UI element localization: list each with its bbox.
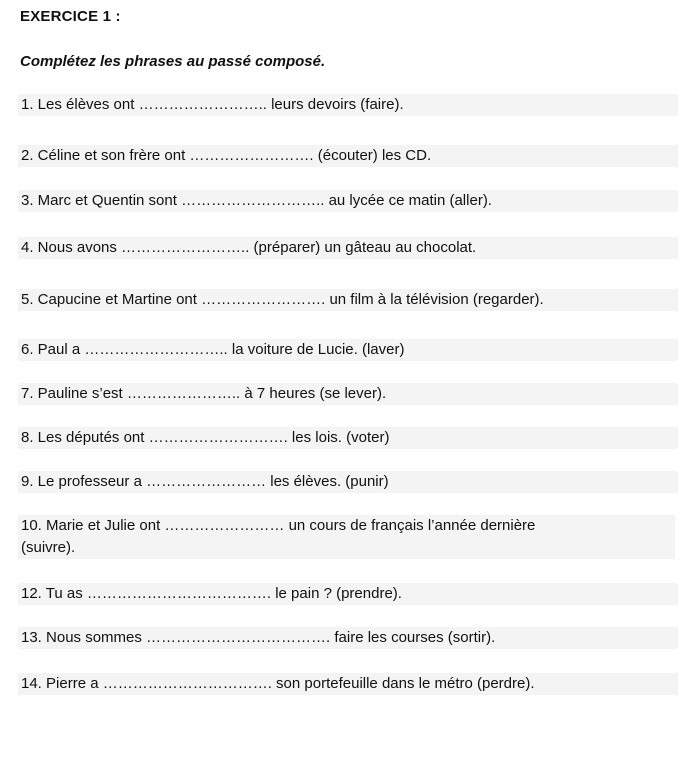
sentence-7: 7. Pauline s’est ………………….. à 7 heures (se lever). — [18, 383, 678, 405]
sentence-10 — [18, 515, 678, 559]
sentence-12: 12. Tu as ………………………………. le pain ? (prendre). — [18, 583, 678, 605]
exercise-title: EXERCICE 1 : — [20, 8, 121, 25]
sentence-9: 9. Le professeur a …………………… les élèves. (punir) — [18, 471, 678, 493]
sentence-4: 4. Nous avons …………………….. (préparer) un gâteau au chocolat. — [18, 237, 678, 259]
sentence-1: 1. Les élèves ont …………………….. leurs devoirs (faire). — [18, 94, 678, 116]
sentence-6: 6. Paul a ……………………….. la voiture de Lucie. (laver) — [18, 339, 678, 361]
sentence-2: 2. Céline et son frère ont ……………………. (écouter) les CD. — [18, 145, 678, 167]
sentence-13: 13. Nous sommes ………………………………. faire les courses (sortir). — [18, 627, 678, 649]
sentence-8: 8. Les députés ont ………………………. les lois. (voter) — [18, 427, 678, 449]
sentence-10-line-2: (suivre). — [18, 537, 675, 559]
sentence-10-line-1: 10. Marie et Julie ont …………………… un cours de français l’année dernière — [18, 515, 675, 537]
sentence-14: 14. Pierre a ……………………………. son portefeuille dans le métro (perdre). — [18, 673, 678, 695]
sentence-3: 3. Marc et Quentin sont ……………………….. au lycée ce matin (aller). — [18, 190, 678, 212]
exercise-instruction: Complétez les phrases au passé composé. — [20, 53, 326, 70]
sentence-5: 5. Capucine et Martine ont ……………………. un film à la télévision (regarder). — [18, 289, 678, 311]
